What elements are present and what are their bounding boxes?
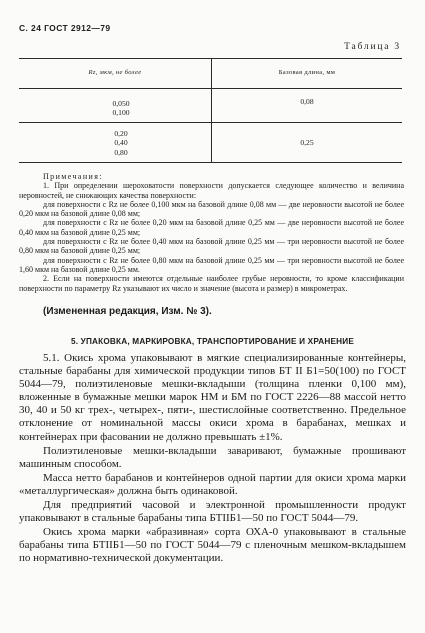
note-line: для поверхности с Rz не более 0,40 мкм на базовой длине 0,25 мм — три неровности высотой не более 0,80 мкм на базовой длине 0,25 мм; [19,237,404,256]
rz-value: 0,100 [112,108,130,118]
paragraph: Масса нетто барабанов и контейнеров одной партии для окиси хрома марки «металлургическая» должна быть одинаковой. [19,471,406,497]
table-header-rz: Rz, мкм, не более [88,69,142,76]
note-line: для поверхности с Rz не более 0,80 мкм на базовой длине 0,25 мм — три неровности высотой не более 1,60 мкм на базовой длине 0,25 мм. [19,255,404,274]
section-body [19,352,406,566]
table-cell-length: 0,08 [300,97,314,106]
rz-value: 0,40 [114,138,128,148]
rz-value: 0,050 [112,99,130,108]
notes-title: Примечания: [43,172,103,181]
note-line: для поверхности с Rz не более 0,20 мкм на базовой длине 0,25 мм — две неровности высотой не более 0,40 мкм на базовой длине 0,25 мм; [19,218,404,237]
section-heading: 5. УПАКОВКА, МАРКИРОВКА, ТРАНСПОРТИРОВАНИЕ И ХРАНЕНИЕ [70,337,355,346]
table-cell-rz [19,129,223,157]
table-notes [19,172,404,293]
table-bottom-rule [19,162,402,163]
table-caption: Таблица 3 [344,42,401,52]
rz-value: 0,20 [114,129,128,138]
table-cell-length: 0,25 [300,138,314,147]
note-line: 2. Если на поверхности имеются отдельные наиболее грубые неровности, то кроме классификации поверхности по параметру Rz указывают их число и значение (высота и размер) в микрометрах. [19,274,404,293]
amendment-note: (Измененная редакция, Изм. № 3). [43,306,212,317]
table-cell-rz [19,99,223,118]
paragraph: 5.1. Окись хрома упаковывают в мягкие специализированные контейнеры, стальные барабаны для химической продукции типов БТ II Б1=50(100) по ГОСТ 5044—79, полиэтиленовые мешки-вкладыши (толщина пленки 0,100 мм), вложенные в бумажные мешки марок НМ и БМ по ГОСТ 2226—88 массой нетто 30, 40 и 50 кг трех-, четырех-, пяти-, шестислойные соответственно. Предельное отклонение от номинальной массы окиси хрома в барабанах, мешках и контейнерах при фасовании не должно превышать ±1%. [19,352,406,443]
table-row-rule [19,122,402,123]
page-header: С. 24 ГОСТ 2912—79 [19,23,111,33]
paragraph: Полиэтиленовые мешки-вкладыши заваривают, бумажные прошивают машинным способом. [19,444,406,470]
rz-value: 0,80 [114,147,128,157]
table-header-length: Базовая длина, мм [278,69,336,76]
note-line: 1. При определении шероховатости поверхности допускается следующее количество и величина неровностей, не снижающих качества поверхности: [19,181,404,200]
paragraph: Для предприятий часовой и электронной промышленности продукт упаковывают в стальные барабаны типа БТIIБ1—50 по ГОСТ 5044—79. [19,499,406,525]
note-line: для поверхности с Rz не более 0,100 мкм на базовой длине 0,08 мм — две неровности высотой не более 0,20 мкм на базовой длине 0,08 мм; [19,199,404,219]
paragraph: Окись хрома марки «абразивная» сорта ОХА-0 упаковывают в стальные барабаны типа БТIIБ1—50 по ГОСТ 5044—79 с пленочным мешком-вкладышем по нормативно-технической документации. [19,526,406,565]
